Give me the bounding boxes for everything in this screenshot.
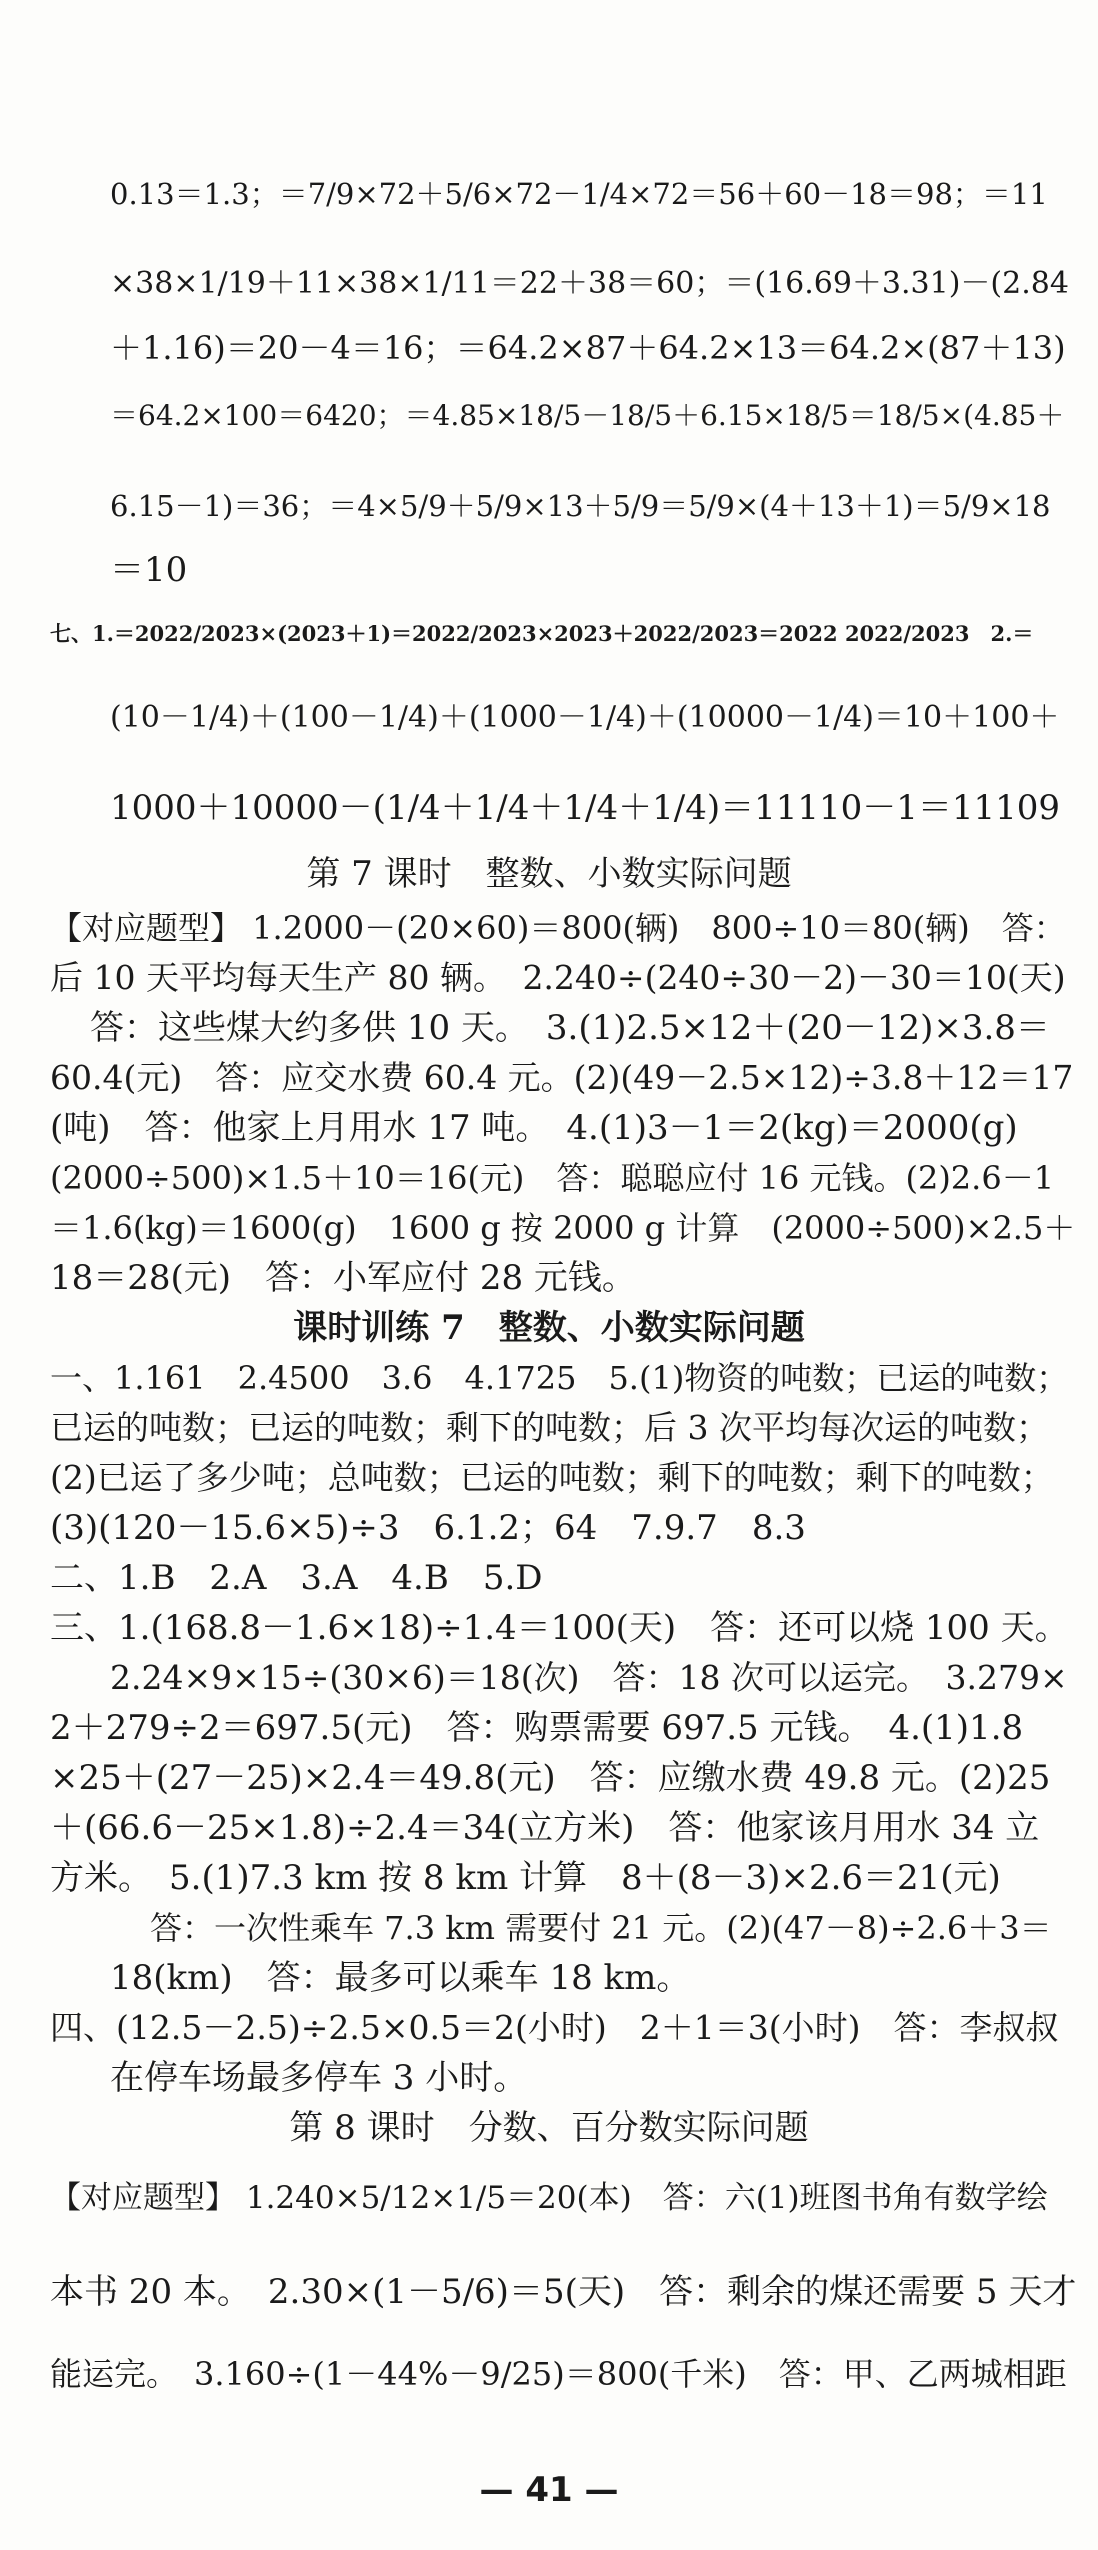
text-line: (2000÷500)×1.5＋10＝16(元) 答：聪聪应付 16 元钱。(2)2.6－1 — [50, 1159, 1055, 1197]
text-line: 答：这些煤大约多供 10 天。 3.(1)2.5×12＋(20－12)×3.8＝ — [90, 1008, 1050, 1048]
page-number: — 41 — — [479, 2470, 619, 2510]
text-line: 三、1.(168.8－1.6×18)÷1.4＝100(天) 答：还可以烧 100 天。 — [50, 1608, 1069, 1648]
text-line: ＋(66.6－25×1.8)÷2.4＝34(立方米) 答：他家该月用水 34 立 — [50, 1808, 1040, 1848]
lesson-8-heading: 第 8 课时 分数、百分数实际问题 — [289, 2108, 809, 2148]
text-line: 二、1.B 2.A 3.A 4.B 5.D — [50, 1558, 543, 1598]
text-line: 【对应题型】 1.2000－(20×60)＝800(辆) 800÷10＝80(辆) 答： — [50, 909, 1066, 947]
text-line: 2＋279÷2＝697.5(元) 答：购票需要 697.5 元钱。 4.(1)1.8 — [50, 1708, 1024, 1748]
text-line: ＝64.2×100＝6420；＝4.85×18/5－18/5＋6.15×18/5＝18/5×(4.85＋ — [110, 399, 1065, 432]
text-line: 60.4(元) 答：应交水费 60.4 元。(2)(49－2.5×12)÷3.8＋12＝17 — [50, 1058, 1074, 1097]
text-line: (吨) 答：他家上月用水 17 吨。 4.(1)3－1＝2(kg)＝2000(g) — [50, 1108, 1018, 1148]
text-line: ×25＋(27－25)×2.4＝49.8(元) 答：应缴水费 49.8 元。(2)25 — [50, 1758, 1051, 1798]
text-line: 在停车场最多停车 3 小时。 — [110, 2058, 528, 2098]
lesson-7-heading: 第 7 课时 整数、小数实际问题 — [306, 854, 792, 894]
text-line: (2)已运了多少吨；总吨数；已运的吨数；剩下的吨数；剩下的吨数； — [50, 1458, 1054, 1497]
text-line: 一、1.161 2.4500 3.6 4.1725 5.(1)物资的吨数；已运的吨数； — [50, 1359, 1069, 1397]
text-line: (10－1/4)＋(100－1/4)＋(1000－1/4)＋(10000－1/4)＝10＋100＋ — [110, 700, 1060, 735]
text-line: ＝10 — [110, 550, 188, 590]
text-line: 四、(12.5－2.5)÷2.5×0.5＝2(小时) 2＋1＝3(小时) 答：李叔叔 — [50, 2008, 1059, 2047]
text-line: 能运完。 3.160÷(1－44%－9/25)＝800(千米) 答：甲、乙两城相距 — [50, 2355, 1067, 2393]
text-line: 方米。 5.(1)7.3 km 按 8 km 计算 8＋(8－3)×2.6＝21(元) — [50, 1858, 1001, 1898]
text-line: 答：一次性乘车 7.3 km 需要付 21 元。(2)(47－8)÷2.6＋3＝ — [150, 1909, 1052, 1947]
text-line: 6.15－1)＝36；＝4×5/9＋5/9×13＋5/9＝5/9×(4＋13＋1)＝5/9×18 — [110, 489, 1051, 523]
question-7-line: 七、1.＝2022/2023×(2023＋1)＝2022/2023×2023＋2022/2023＝2022 2022/2023 2.＝ — [50, 621, 1034, 646]
text-line: 18(km) 答：最多可以乘车 18 km。 — [110, 1958, 691, 1998]
text-line: 【对应题型】 1.240×5/12×1/5＝20(本) 答：六(1)班图书角有数学绘 — [50, 2180, 1048, 2216]
text-line: ×38×1/19＋11×38×1/11＝22＋38＝60；＝(16.69＋3.31)－(2.84 — [110, 266, 1069, 301]
text-line: 18＝28(元) 答：小军应付 28 元钱。 — [50, 1258, 636, 1298]
text-line: 0.13＝1.3；＝7/9×72＋5/6×72－1/4×72＝56＋60－18＝98；＝11 — [110, 177, 1048, 211]
text-line: (3)(120－15.6×5)÷3 6.1.2；64 7.9.7 8.3 — [50, 1508, 806, 1548]
text-line: 1000＋10000－(1/4＋1/4＋1/4＋1/4)＝11110－1＝11109 — [110, 788, 1061, 828]
text-line: 已运的吨数；已运的吨数；剩下的吨数；后 3 次平均每次运的吨数； — [50, 1408, 1049, 1447]
text-line: 本书 20 本。 2.30×(1－5/6)＝5(天) 答：剩余的煤还需要 5 天才 — [50, 2272, 1077, 2312]
training-7-heading: 课时训练 7 整数、小数实际问题 — [293, 1308, 805, 1348]
text-line: ＋1.16)＝20－4＝16；＝64.2×87＋64.2×13＝64.2×(87＋13) — [110, 329, 1066, 367]
text-line: ＝1.6(kg)＝1600(g) 1600 g 按 2000 g 计算 (2000÷500)×2.5＋ — [50, 1209, 1076, 1247]
text-line: 2.24×9×15÷(30×6)＝18(次) 答：18 次可以运完。 3.279× — [110, 1658, 1068, 1697]
text-line: 后 10 天平均每天生产 80 辆。 2.240÷(240÷30－2)－30＝10(天) — [50, 958, 1066, 997]
